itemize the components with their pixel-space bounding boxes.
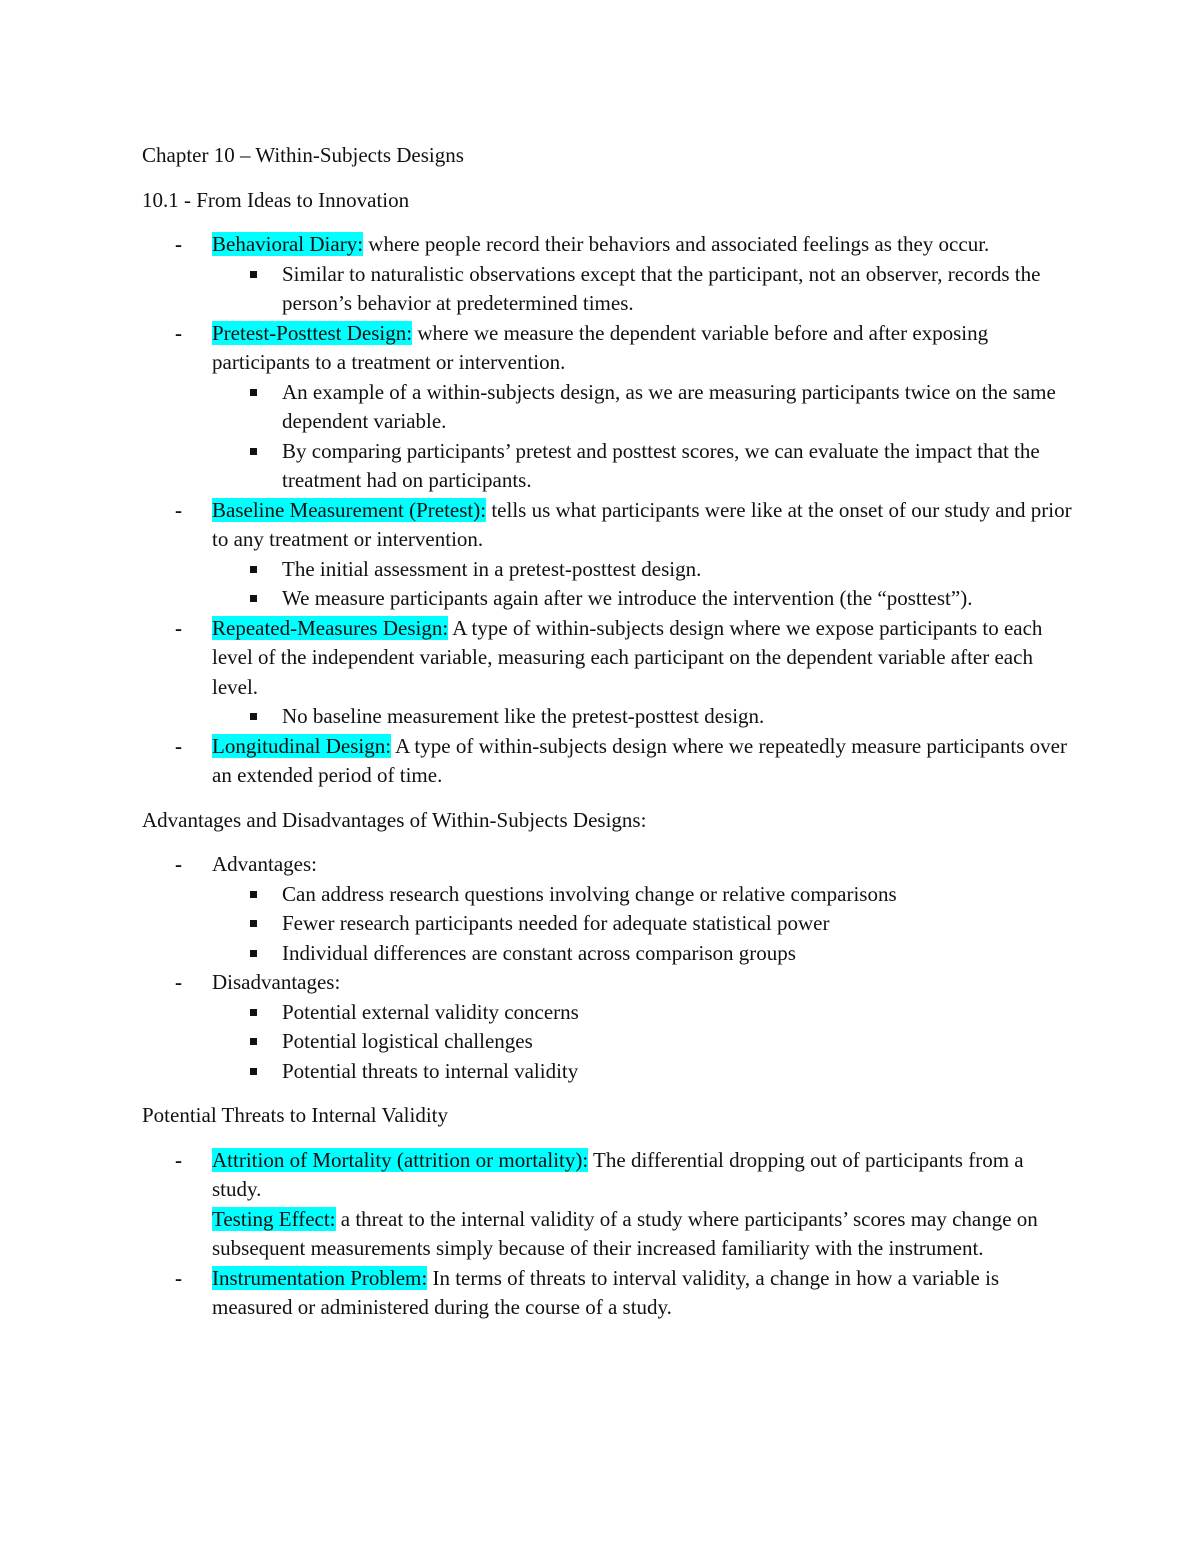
dash-bullet: - xyxy=(175,615,182,640)
sub-list-item xyxy=(212,260,1072,319)
list-item xyxy=(142,319,1072,496)
list-item xyxy=(142,850,1072,968)
sub-item-text: Potential external validity concerns xyxy=(282,999,579,1024)
sub-list xyxy=(212,378,1072,496)
group-label: Disadvantages: xyxy=(212,970,341,994)
square-bullet-icon xyxy=(250,566,257,573)
sub-list xyxy=(212,702,1072,732)
sub-list xyxy=(212,555,1072,614)
dash-bullet: - xyxy=(175,733,182,758)
term-highlight: Instrumentation Problem: xyxy=(212,1265,428,1290)
term-definition: The differential dropping out of participants from a study. xyxy=(212,1147,1024,1201)
section-heading-ideas: 10.1 - From Ideas to Innovation xyxy=(142,187,410,212)
term-definition: A type of within-subjects design where we expose participants to each level of the independent variable, measuring each participant on the dependent variable after each level. xyxy=(212,615,1043,699)
dash-bullet: - xyxy=(175,232,182,256)
square-bullet-icon xyxy=(250,1038,257,1045)
list-item xyxy=(142,230,1072,319)
square-bullet-icon xyxy=(250,891,257,898)
list-item xyxy=(142,732,1072,791)
sub-item-text: Individual differences are constant across comparison groups xyxy=(282,940,796,965)
sub-list-item xyxy=(212,555,1072,585)
list-item xyxy=(142,614,1072,732)
term-highlight: Pretest-Posttest Design: xyxy=(212,320,413,345)
list-item xyxy=(142,1264,1072,1323)
sub-item-text: An example of a within-subjects design, as we are measuring participants twice on the same dependent variable. xyxy=(282,379,1056,433)
group-label: Advantages: xyxy=(212,852,317,876)
sub-list-item xyxy=(212,939,1072,969)
term-definition: A type of within-subjects design where we repeatedly measure participants over an extended period of time. xyxy=(212,733,1067,787)
sub-item-text: Can address research questions involving change or relative comparisons xyxy=(282,881,897,906)
list-item xyxy=(142,968,1072,1086)
term-definition: tells us what participants were like at the onset of our study and prior to any treatment or intervention. xyxy=(212,497,1072,551)
section-heading-threats: Potential Threats to Internal Validity xyxy=(142,1103,448,1127)
sub-list-item xyxy=(212,702,1072,732)
term-highlight: Attrition of Mortality (attrition or mortality): xyxy=(212,1147,589,1172)
sub-item-text: No baseline measurement like the pretest-posttest design. xyxy=(282,704,765,728)
sub-list-item xyxy=(212,1027,1072,1057)
dash-bullet: - xyxy=(175,1147,182,1172)
square-bullet-icon xyxy=(250,389,257,396)
dash-bullet: - xyxy=(175,852,182,876)
sub-list-item xyxy=(212,998,1072,1028)
term-definition: In terms of threats to interval validity, a change in how a variable is measured or administered during the course of a study. xyxy=(212,1265,1000,1319)
square-bullet-icon xyxy=(250,448,257,455)
sub-list-item xyxy=(212,378,1072,437)
square-bullet-icon xyxy=(250,1009,257,1016)
document-title: Chapter 10 – Within-Subjects Designs xyxy=(142,143,464,167)
threats-list xyxy=(142,1146,1072,1323)
advantages-list xyxy=(142,850,1072,1086)
dash-bullet: - xyxy=(175,320,182,345)
term-highlight: Baseline Measurement (Pretest): xyxy=(212,497,487,522)
sub-list-item xyxy=(212,880,1072,910)
term-definition: where people record their behaviors and associated feelings as they occur. xyxy=(363,232,990,256)
sub-item-text: Potential logistical challenges xyxy=(282,1029,533,1053)
square-bullet-icon xyxy=(250,713,257,720)
square-bullet-icon xyxy=(250,595,257,602)
section-heading-advantages: Advantages and Disadvantages of Within-Subjects Designs: xyxy=(142,807,647,832)
list-item xyxy=(142,496,1072,614)
sub-list-item xyxy=(212,584,1072,614)
term-highlight: Longitudinal Design: xyxy=(212,733,392,758)
sub-item-text: Potential threats to internal validity xyxy=(282,1058,579,1083)
sub-item-text: Fewer research participants needed for adequate statistical power xyxy=(282,911,830,935)
square-bullet-icon xyxy=(250,920,257,927)
sub-list xyxy=(212,998,1072,1087)
sub-list-item xyxy=(212,909,1072,939)
term-highlight: Testing Effect: xyxy=(212,1206,336,1231)
square-bullet-icon xyxy=(250,950,257,957)
sub-list-item xyxy=(212,1057,1072,1087)
dash-bullet: - xyxy=(175,970,182,994)
term-highlight: Behavioral Diary: xyxy=(212,232,364,256)
sub-list xyxy=(212,880,1072,969)
list-item xyxy=(142,1146,1072,1264)
sub-item-text: We measure participants again after we introduce the intervention (the “posttest”). xyxy=(282,586,973,610)
sub-item-text: The initial assessment in a pretest-posttest design. xyxy=(282,556,702,581)
square-bullet-icon xyxy=(250,271,257,278)
term-highlight: Repeated-Measures Design: xyxy=(212,615,449,640)
sub-item-text: By comparing participants’ pretest and posttest scores, we can evaluate the impact that the treatment had on participants. xyxy=(282,438,1040,492)
dash-bullet: - xyxy=(175,497,182,522)
sub-item-text: Similar to naturalistic observations except that the participant, not an observer, records the person’s behavior at predetermined times. xyxy=(282,261,1041,315)
square-bullet-icon xyxy=(250,1068,257,1075)
term-definition: where we measure the dependent variable before and after exposing participants to a treatment or intervention. xyxy=(212,320,989,374)
sub-list xyxy=(212,260,1072,319)
term-definition: a threat to the internal validity of a study where participants’ scores may change on subsequent measurements simply because of their increased familiarity with the instrument. xyxy=(212,1206,1038,1260)
document-page xyxy=(142,141,1072,1338)
sub-list-item xyxy=(212,437,1072,496)
dash-bullet: - xyxy=(175,1265,182,1290)
definitions-list xyxy=(142,230,1072,791)
